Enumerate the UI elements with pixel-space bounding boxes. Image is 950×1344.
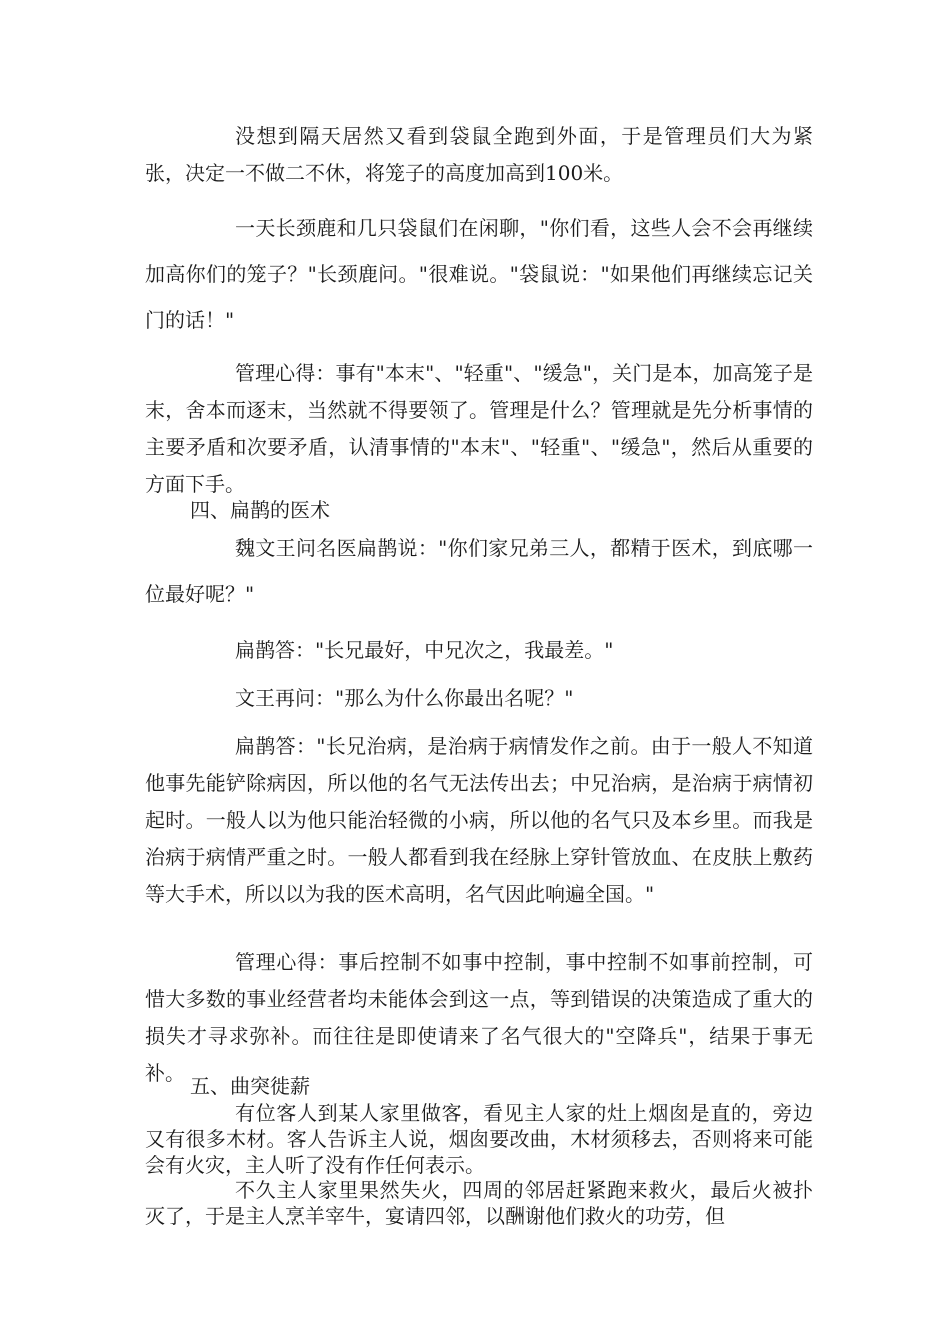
paragraph-management-insight-2: 管理心得：事后控制不如事中控制，事中控制不如事前控制，可惜大多数的事业经营者均未能体会到这一点，等到错误的决策造成了重大的损失才寻求弥补。而往往是即使请来了名气很大的"空降兵"，结果于事无补。 bbox=[145, 950, 813, 1085]
paragraph-guest-advice: 有位客人到某人家里做客，看见主人家的灶上烟囱是直的，旁边又有很多木材。客人告诉主人说，烟囱要改曲，木材须移去，否则将来可能会有火灾，主人听了没有作任何表示。 bbox=[145, 1101, 813, 1177]
paragraph-wenwang-question-2: 文王再问："那么为什么你最出名呢？" bbox=[235, 686, 574, 710]
paragraph-giraffe-dialogue: 一天长颈鹿和几只袋鼠们在闲聊，"你们看，这些人会不会再继续加高你们的笼子？"长颈鹿问。"很难说。"袋鼠说："如果他们再继续忘记关门的话！" bbox=[145, 216, 813, 332]
paragraph-bianque-answer-1: 扁鹊答："长兄最好，中兄次之，我最差。" bbox=[235, 638, 614, 662]
paragraph-fire-aftermath: 不久主人家里果然失火，四周的邻居赶紧跑来救火，最后火被扑灭了，于是主人烹羊宰牛，宴请四邻，以酬谢他们救火的功劳，但 bbox=[145, 1178, 813, 1228]
section-heading-5: 五、曲突徙薪 bbox=[190, 1074, 310, 1098]
paragraph-kangaroo-escape: 没想到隔天居然又看到袋鼠全跑到外面，于是管理员们大为紧张，决定一不做二不休，将笼子的高度加高到100米。 bbox=[145, 124, 813, 185]
paragraph-bianque-answer-2: 扁鹊答："长兄治病，是治病于病情发作之前。由于一般人不知道他事先能铲除病因，所以他的名气无法传出去；中兄治病，是治病于病情初起时。一般人以为他只能治轻微的小病，所以他的名气只及本乡里。而我是治病于病情严重之时。一般人都看到我在经脉上穿针管放血、在皮肤上敷药等大手术，所以以为我的医术高明，名气因此响遍全国。" bbox=[145, 734, 813, 906]
paragraph-wei-wenwang-question: 魏文王问名医扁鹊说："你们家兄弟三人，都精于医术，到底哪一位最好呢？" bbox=[145, 536, 813, 606]
paragraph-management-insight-1: 管理心得：事有"本末"、"轻重"、"缓急"，关门是本，加高笼子是末，舍本而逐末，当然就不得要领了。管理是什么？管理就是先分析事情的主要矛盾和次要矛盾，认清事情的"本末"、"轻重"、"缓急"，然后从重要的方面下手。 bbox=[145, 361, 813, 496]
section-heading-4: 四、扁鹊的医术 bbox=[190, 498, 330, 522]
